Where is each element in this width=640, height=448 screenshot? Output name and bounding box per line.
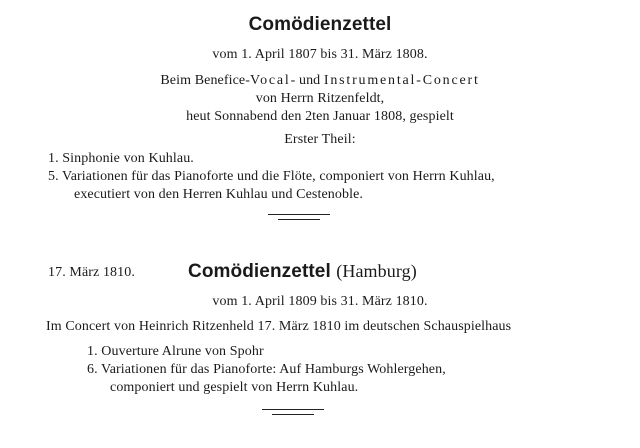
benefice-prefix: Beim Benefice- — [160, 73, 250, 88]
section2-concert-line: Im Concert von Heinrich Ritzenheld 17. März 1810 im deutschen Schauspielhaus — [46, 319, 512, 334]
benefice-instrumental: Instrumental-Concert — [323, 73, 480, 88]
section1-benefice-line — [0, 72, 640, 89]
section1-title: Comödienzettel — [248, 14, 392, 35]
benefice-mid: - und — [290, 73, 324, 88]
section2-date: 17. März 1810. — [48, 265, 135, 280]
section2-title-suffix: (Hamburg) — [336, 261, 417, 281]
section2-item-2-continuation: componiert und gespielt von Herrn Kuhlau. — [110, 380, 359, 395]
section1-part-heading: Erster Theil: — [284, 132, 356, 147]
section1-by-line: von Herrn Ritzenfeldt, — [255, 91, 385, 106]
section1-divider-top — [268, 214, 330, 215]
section1-item-2: 5. Variationen für das Pianoforte und die Flöte, componiert von Herrn Kuhlau, — [48, 169, 495, 184]
section2-title-line — [188, 260, 417, 283]
section2-item-1: 1. Ouverture Alrune von Spohr — [87, 344, 264, 359]
section2-date-range: vom 1. April 1809 bis 31. März 1810. — [212, 294, 428, 309]
section2-title: Comödienzettel — [188, 261, 331, 282]
section1-divider-bottom — [278, 219, 320, 220]
benefice-vocal: Vocal — [250, 73, 291, 88]
section2-divider-bottom — [272, 414, 314, 415]
section1-played-line: heut Sonnabend den 2ten Januar 1808, gespielt — [186, 109, 454, 124]
section1-date-range: vom 1. April 1807 bis 31. März 1808. — [212, 47, 428, 62]
section2-item-2: 6. Variationen für das Pianoforte: Auf Hamburgs Wohlergehen, — [87, 362, 446, 377]
section1-item-1: 1. Sinphonie von Kuhlau. — [48, 151, 194, 166]
section2-divider-top — [262, 409, 324, 410]
section1-item-2-continuation: executiert von den Herren Kuhlau und Cestenoble. — [74, 187, 363, 202]
